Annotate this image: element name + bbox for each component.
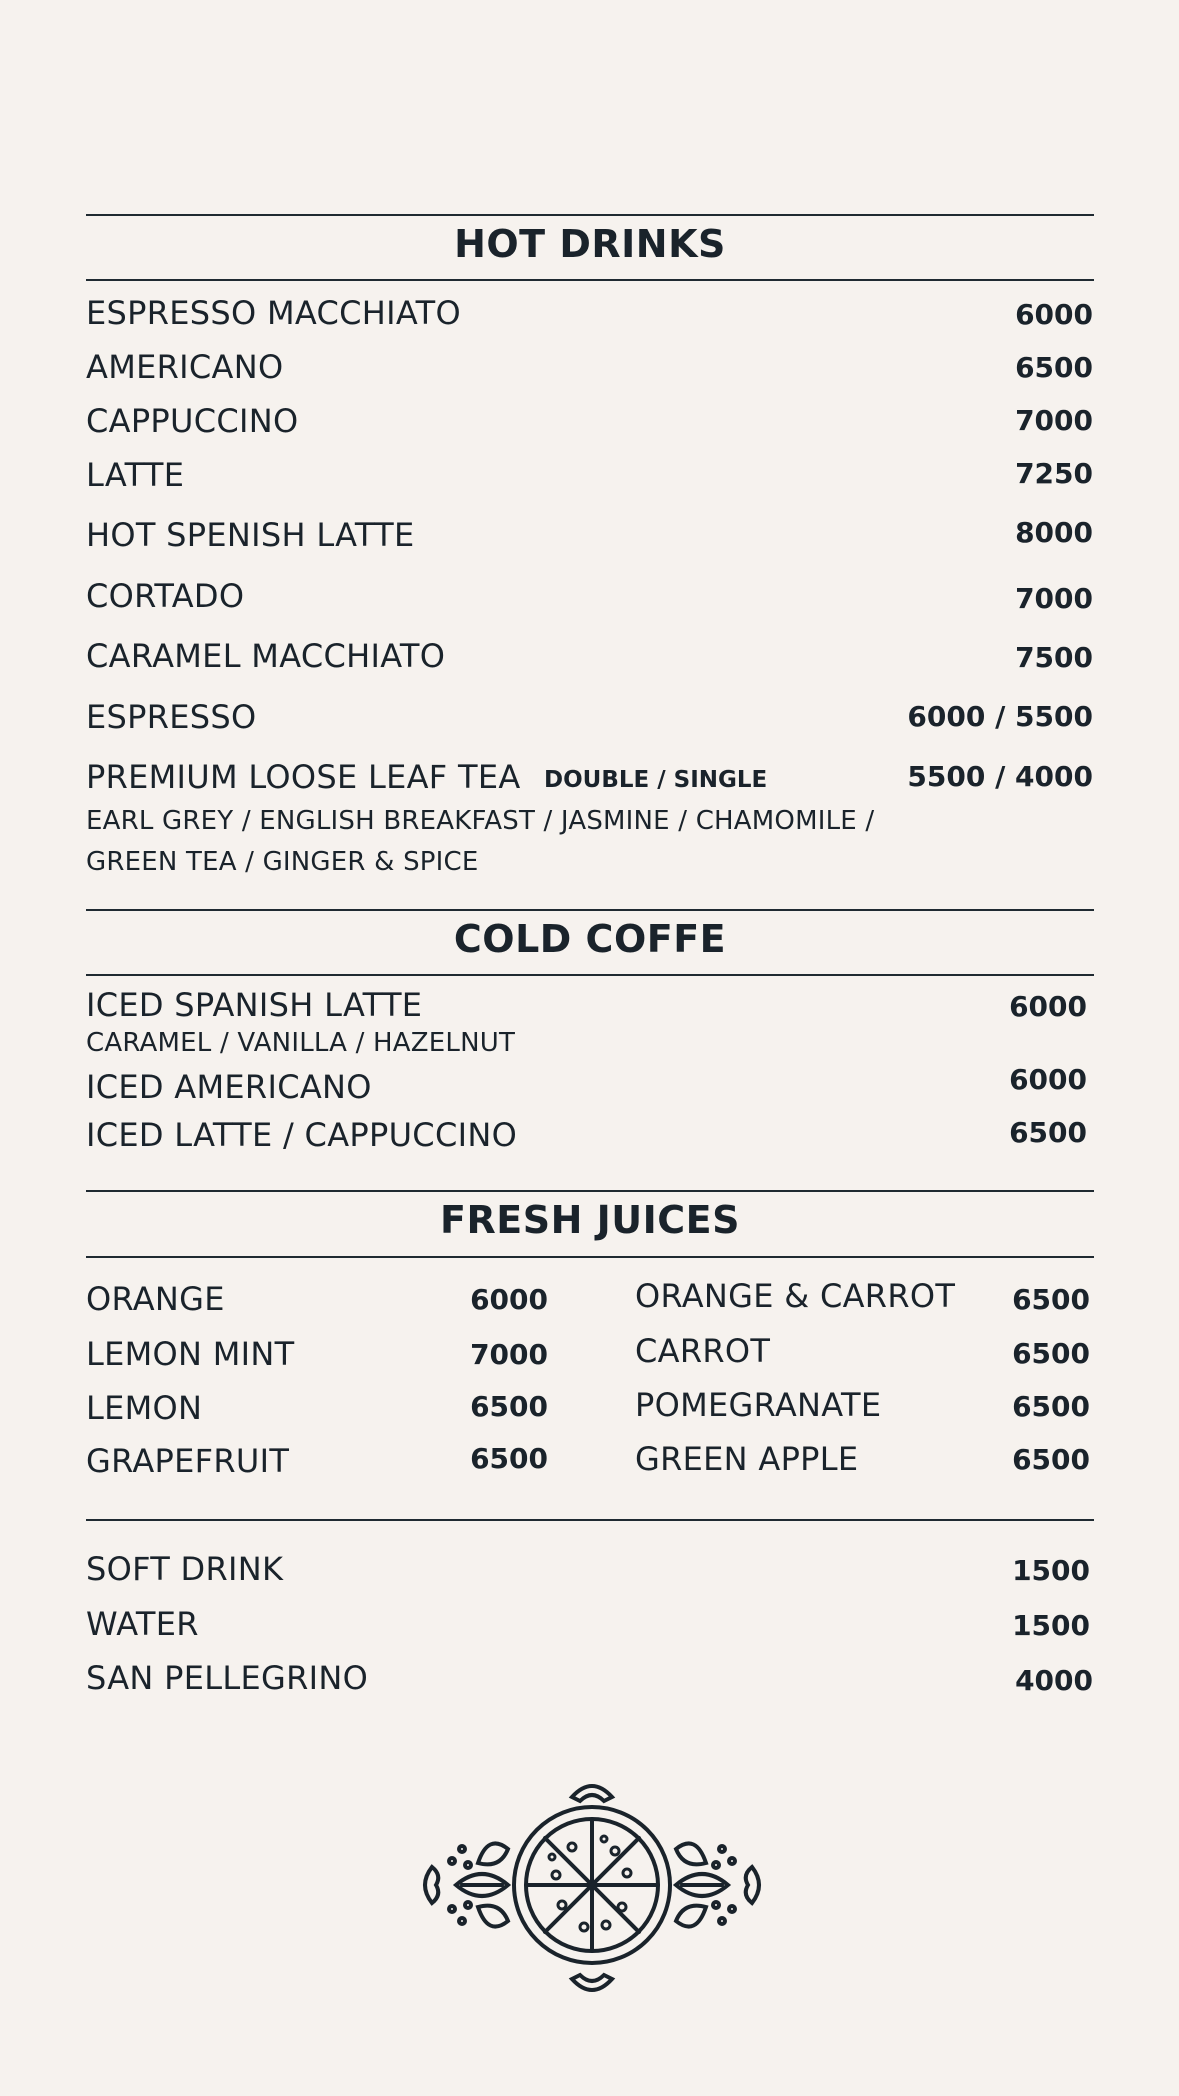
flavor-options: CARAMEL / VANILLA / HAZELNUT bbox=[86, 1028, 516, 1058]
tea-varieties: GREEN TEA / GINGER & SPICE bbox=[86, 847, 479, 877]
menu-item-name: ICED SPANISH LATTE bbox=[86, 986, 423, 1024]
menu-item-price: 6000 bbox=[470, 1283, 548, 1316]
menu-item-price: 6000 / 5500 bbox=[907, 700, 1093, 733]
menu-item-price: 6000 bbox=[1009, 990, 1087, 1023]
menu-item-price: 6000 bbox=[1009, 1063, 1087, 1096]
menu-item-name: CARAMEL MACCHIATO bbox=[86, 637, 446, 675]
menu-item-name: SAN PELLEGRINO bbox=[86, 1659, 369, 1697]
section-title-hot-drinks: HOT DRINKS bbox=[454, 222, 726, 266]
menu-item-price: 7250 bbox=[1015, 457, 1093, 490]
menu-item-name: ORANGE & CARROT bbox=[635, 1277, 956, 1315]
menu-item-name: GREEN APPLE bbox=[635, 1440, 859, 1478]
divider bbox=[86, 1190, 1094, 1192]
menu-item-price: 6500 bbox=[1012, 1283, 1090, 1316]
menu-item-price: 6000 bbox=[1015, 298, 1093, 331]
menu-item-name: SOFT DRINK bbox=[86, 1550, 284, 1588]
menu-item-name: LEMON MINT bbox=[86, 1335, 295, 1373]
menu-item-name: AMERICANO bbox=[86, 348, 284, 386]
menu-item-price: 8000 bbox=[1015, 516, 1093, 549]
menu-item-name: PREMIUM LOOSE LEAF TEA bbox=[86, 758, 521, 796]
menu-item-price: 6500 bbox=[1015, 351, 1093, 384]
divider bbox=[86, 214, 1094, 216]
divider bbox=[86, 1519, 1094, 1521]
menu-item-name: LEMON bbox=[86, 1389, 203, 1427]
menu-item-price: 5500 / 4000 bbox=[907, 760, 1093, 793]
divider bbox=[86, 279, 1094, 281]
menu-item-price: 6500 bbox=[1012, 1337, 1090, 1370]
menu-item-name: CORTADO bbox=[86, 577, 245, 615]
menu-item-price: 7000 bbox=[1015, 404, 1093, 437]
menu-item-name: CAPPUCCINO bbox=[86, 402, 299, 440]
menu-item-price: 6500 bbox=[1009, 1116, 1087, 1149]
menu-item-price: 1500 bbox=[1012, 1609, 1090, 1642]
section-title-cold-coffee: COLD COFFE bbox=[453, 917, 727, 961]
tea-varieties: EARL GREY / ENGLISH BREAKFAST / JASMINE / CHAMOMILE / bbox=[86, 806, 875, 836]
section-title-fresh-juices: FRESH JUICES bbox=[440, 1198, 740, 1242]
menu-item-price: 6500 bbox=[1012, 1443, 1090, 1476]
menu-item-name: LATTE bbox=[86, 456, 185, 494]
menu-item-price: 7500 bbox=[1015, 641, 1093, 674]
menu-item-name: WATER bbox=[86, 1605, 199, 1643]
divider bbox=[86, 974, 1094, 976]
pizza-emblem-icon bbox=[412, 1765, 772, 2005]
menu-item-price: 7000 bbox=[1015, 582, 1093, 615]
menu-item-price: 6500 bbox=[470, 1390, 548, 1423]
divider bbox=[86, 909, 1094, 911]
menu-item-price: 7000 bbox=[470, 1338, 548, 1371]
menu-item-name: ICED LATTE / CAPPUCCINO bbox=[86, 1116, 518, 1154]
menu-item-price: 1500 bbox=[1012, 1554, 1090, 1587]
menu-item-name: POMEGRANATE bbox=[635, 1386, 882, 1424]
menu-item-price: 6500 bbox=[470, 1442, 548, 1475]
menu-item-name: ORANGE bbox=[86, 1280, 225, 1318]
menu-item-price: 6500 bbox=[1012, 1390, 1090, 1423]
menu-item-price: 4000 bbox=[1015, 1664, 1093, 1697]
menu-item-name: ESPRESSO MACCHIATO bbox=[86, 294, 461, 332]
menu-item-name: ESPRESSO bbox=[86, 698, 257, 736]
menu-item-name: ICED AMERICANO bbox=[86, 1068, 372, 1106]
size-option-label: DOUBLE / SINGLE bbox=[544, 767, 768, 793]
divider bbox=[86, 1256, 1094, 1258]
menu-item-name: GRAPEFRUIT bbox=[86, 1442, 290, 1480]
menu-item-name: HOT SPENISH LATTE bbox=[86, 516, 415, 554]
menu-item-name: CARROT bbox=[635, 1332, 771, 1370]
